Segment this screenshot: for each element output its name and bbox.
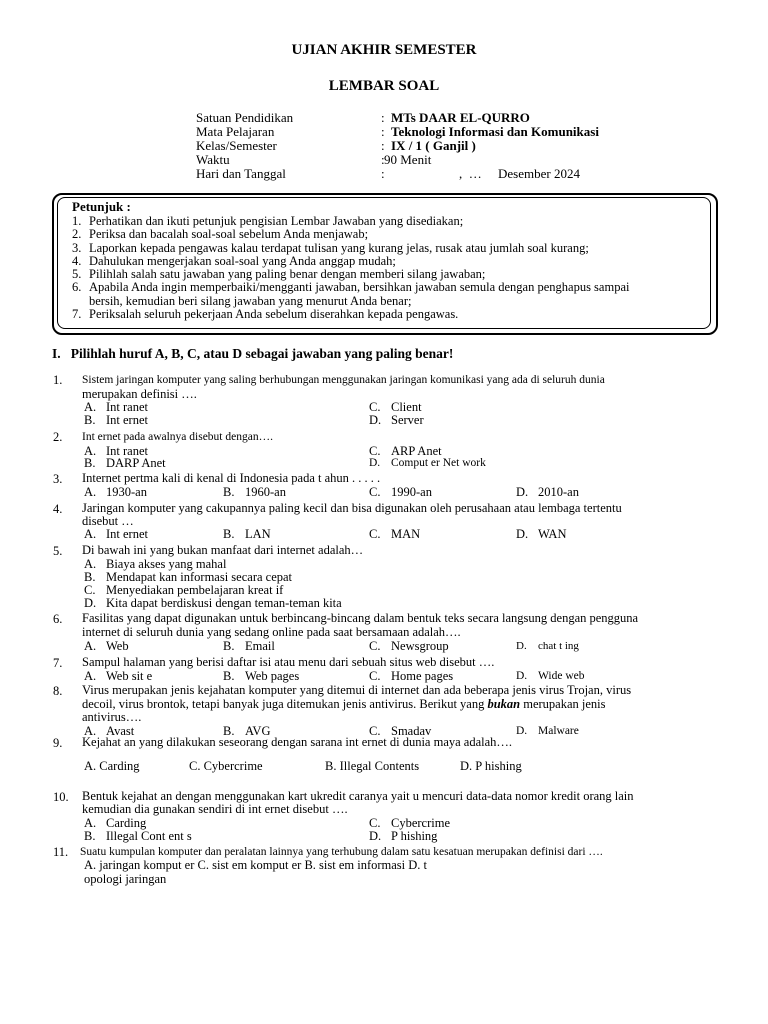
option-a[interactable]: A. Int ranet	[84, 400, 148, 414]
info-value: , … Desember 2024	[459, 166, 580, 181]
option-b[interactable]: B. Mendapat kan informasi secara cepat	[84, 570, 293, 584]
question-text: Internet pertma kali di kenal di Indonesia pada t ahun . . . . .	[82, 471, 381, 485]
question-number: 7.	[53, 656, 63, 670]
info-colon: :	[381, 138, 385, 153]
option-a[interactable]: A. Biaya akses yang mahal	[84, 557, 227, 571]
instruction-item: 4. Dahulukan mengerjakan soal-soal yang Anda anggap mudah;	[72, 253, 396, 268]
info-colon: :	[381, 166, 385, 181]
question-number: 10.	[53, 790, 69, 804]
question-text: antivirus….	[82, 710, 142, 724]
question-text: Sistem jaringan komputer yang saling berhubungan menggunakan jaringan komunikasi yang ada di seluruh dunia	[82, 374, 605, 386]
option-a[interactable]: A. Avast	[84, 724, 135, 738]
option-c[interactable]: C. Client	[369, 400, 422, 414]
option-c[interactable]: C. Menyediakan pembelajaran kreat if	[84, 583, 284, 597]
info-key: Kelas/Semester	[196, 138, 277, 153]
instruction-item: 2. Periksa dan bacalah soal-soal sebelum Anda menjawab;	[72, 227, 369, 242]
exam-title: UJIAN AKHIR SEMESTER	[291, 42, 477, 58]
question-number: 5.	[53, 544, 63, 558]
option-a[interactable]: A. Int ranet	[84, 444, 148, 458]
info-key: Waktu	[196, 152, 230, 167]
section-heading: I. Pilihlah huruf A, B, C, atau D sebagai jawaban yang paling benar!	[52, 346, 454, 361]
option-a[interactable]: A. Int ernet	[84, 527, 148, 541]
question-number: 2.	[53, 430, 63, 444]
option-d[interactable]: D. Malware	[516, 725, 579, 737]
option-d[interactable]: D. chat t ing	[516, 640, 579, 652]
question-number: 11.	[53, 845, 69, 859]
option-b[interactable]: B. Illegal Cont ent s	[84, 829, 192, 843]
option-b[interactable]: B. LAN	[223, 527, 271, 541]
instruction-item: bersih, kemudian beri silang jawaban yang menurut Anda benar;	[89, 293, 412, 308]
question-number: 6.	[53, 612, 63, 626]
info-key: Satuan Pendidikan	[196, 110, 294, 125]
info-value: IX / 1 ( Ganjil )	[391, 138, 476, 153]
info-key: Mata Pelajaran	[196, 124, 275, 139]
info-value: MTs DAAR EL-QURRO	[391, 110, 530, 125]
question-text: A. jaringan komput er C. sist em komput er B. sist em informasi D. t	[84, 858, 428, 872]
option-a[interactable]: A. Carding	[84, 816, 147, 830]
question-number: 3.	[53, 472, 63, 486]
option-d[interactable]: D. P hishing	[369, 829, 438, 843]
option-d[interactable]: D. 2010-an	[516, 485, 579, 499]
instruction-item: 1. Perhatikan dan ikuti petunjuk pengisian Lembar Jawaban yang disediakan;	[72, 214, 464, 228]
option-d[interactable]: D. Comput er Net work	[369, 457, 486, 469]
info-key: Hari dan Tanggal	[196, 166, 286, 181]
option-c[interactable]: C. 1990-an	[369, 485, 432, 499]
question-text: opologi jaringan	[84, 872, 167, 886]
option-d[interactable]: D. Wide web	[516, 670, 585, 682]
question-text: disebut …	[82, 514, 134, 528]
question-text: Jaringan komputer yang cakupannya paling kecil dan bisa digunakan oleh perusahaan atau lembaga tertentu	[82, 501, 622, 515]
question-number: 8.	[53, 684, 63, 698]
option-b[interactable]: B. 1960-an	[223, 485, 286, 499]
option-c[interactable]: C. Newsgroup	[369, 639, 449, 653]
info-colon: :	[381, 152, 385, 167]
question-text: Suatu kumpulan komputer dan peralatan lainnya yang terhubung dalam satu kesatuan merupakan definisi dari ….	[80, 846, 603, 858]
instructions-list	[72, 215, 629, 321]
option-a[interactable]: A. Carding	[84, 759, 140, 773]
option-c[interactable]: C. MAN	[369, 527, 421, 541]
instruction-item: 7. Periksalah seluruh pekerjaan Anda sebelum diserahkan kepada pengawas.	[72, 307, 459, 322]
instruction-item: 6. Apabila Anda ingin memperbaiki/mengganti jawaban, bersihkan jawaban semula dengan penghapus sampai	[72, 280, 630, 295]
option-c[interactable]: C. Home pages	[369, 669, 454, 683]
question-text: Int ernet pada awalnya disebut dengan….	[82, 431, 273, 443]
question-text: internet di seluruh dunia yang sedang online pada saat bersamaan adalah….	[82, 625, 461, 639]
question-text: kemudian dia gunakan sendiri di int ernet disebut ….	[82, 802, 348, 816]
option-b[interactable]: B. Web pages	[223, 669, 300, 683]
info-value: Teknologi Informasi dan Komunikasi	[391, 124, 599, 139]
option-a[interactable]: A. Web	[84, 639, 129, 653]
option-b[interactable]: B. DARP Anet	[84, 456, 166, 470]
option-c[interactable]: C. Smadav	[369, 724, 432, 738]
option-d[interactable]: D. WAN	[516, 527, 567, 541]
instructions-title: Petunjuk :	[72, 199, 131, 214]
option-c[interactable]: C. ARP Anet	[369, 444, 442, 458]
option-c[interactable]: C. Cybercrime	[369, 816, 451, 830]
info-colon: :	[381, 124, 385, 139]
question-text: merupakan definisi ….	[82, 387, 197, 401]
sheet-subtitle: LEMBAR SOAL	[328, 78, 440, 94]
question-text: Sampul halaman yang berisi daftar isi atau menu dari sebuah situs web disebut ….	[82, 655, 495, 669]
option-d[interactable]: D. P hishing	[460, 759, 522, 773]
option-d[interactable]: D. Kita dapat berdiskusi dengan teman-teman kita	[84, 596, 342, 610]
question-text: Virus merupakan jenis kejahatan komputer yang ditemui di internet dan ada beberapa jenis virus Trojan, virus	[82, 683, 632, 697]
info-colon: :	[381, 110, 385, 125]
option-a[interactable]: A. 1930-an	[84, 485, 147, 499]
question-text: Kejahat an yang dilakukan seseorang dengan sarana int ernet di dunia maya adalah….	[82, 735, 513, 749]
instruction-item: 5. Pilihlah salah satu jawaban yang paling benar dengan memberi silang jawaban;	[72, 267, 486, 282]
info-value: 90 Menit	[384, 152, 432, 167]
question-number: 4.	[53, 502, 63, 516]
question-text: decoil, virus brontok, tetapi banyak juga ditemukan jenis antivirus. Berikut yang bukan merupakan jenis	[82, 697, 606, 711]
question-number: 9.	[53, 736, 63, 750]
option-b[interactable]: B. Email	[223, 639, 275, 653]
question-text: Fasilitas yang dapat digunakan untuk berbincang-bincang dalam bentuk teks secara langsung dengan pengguna	[82, 611, 639, 625]
option-b[interactable]: B. AVG	[223, 724, 271, 738]
option-b[interactable]: B. Int ernet	[84, 413, 148, 427]
question-text: Bentuk kejahat an dengan menggunakan kart ukredit caranya yait u mencuri data-data nomor kredit orang lain	[82, 789, 634, 803]
question-number: 1.	[53, 373, 63, 387]
question-text: Di bawah ini yang bukan manfaat dari internet adalah…	[82, 543, 364, 557]
option-c[interactable]: C. Cybercrime	[189, 759, 263, 773]
instruction-item: 3. Laporkan kepada pengawas kalau terdapat tulisan yang kurang jelas, rusak atau jumlah soal kurang;	[72, 240, 589, 255]
option-a[interactable]: A. Web sit e	[84, 669, 153, 683]
option-d[interactable]: D. Server	[369, 413, 424, 427]
option-b[interactable]: B. Illegal Contents	[325, 759, 420, 773]
